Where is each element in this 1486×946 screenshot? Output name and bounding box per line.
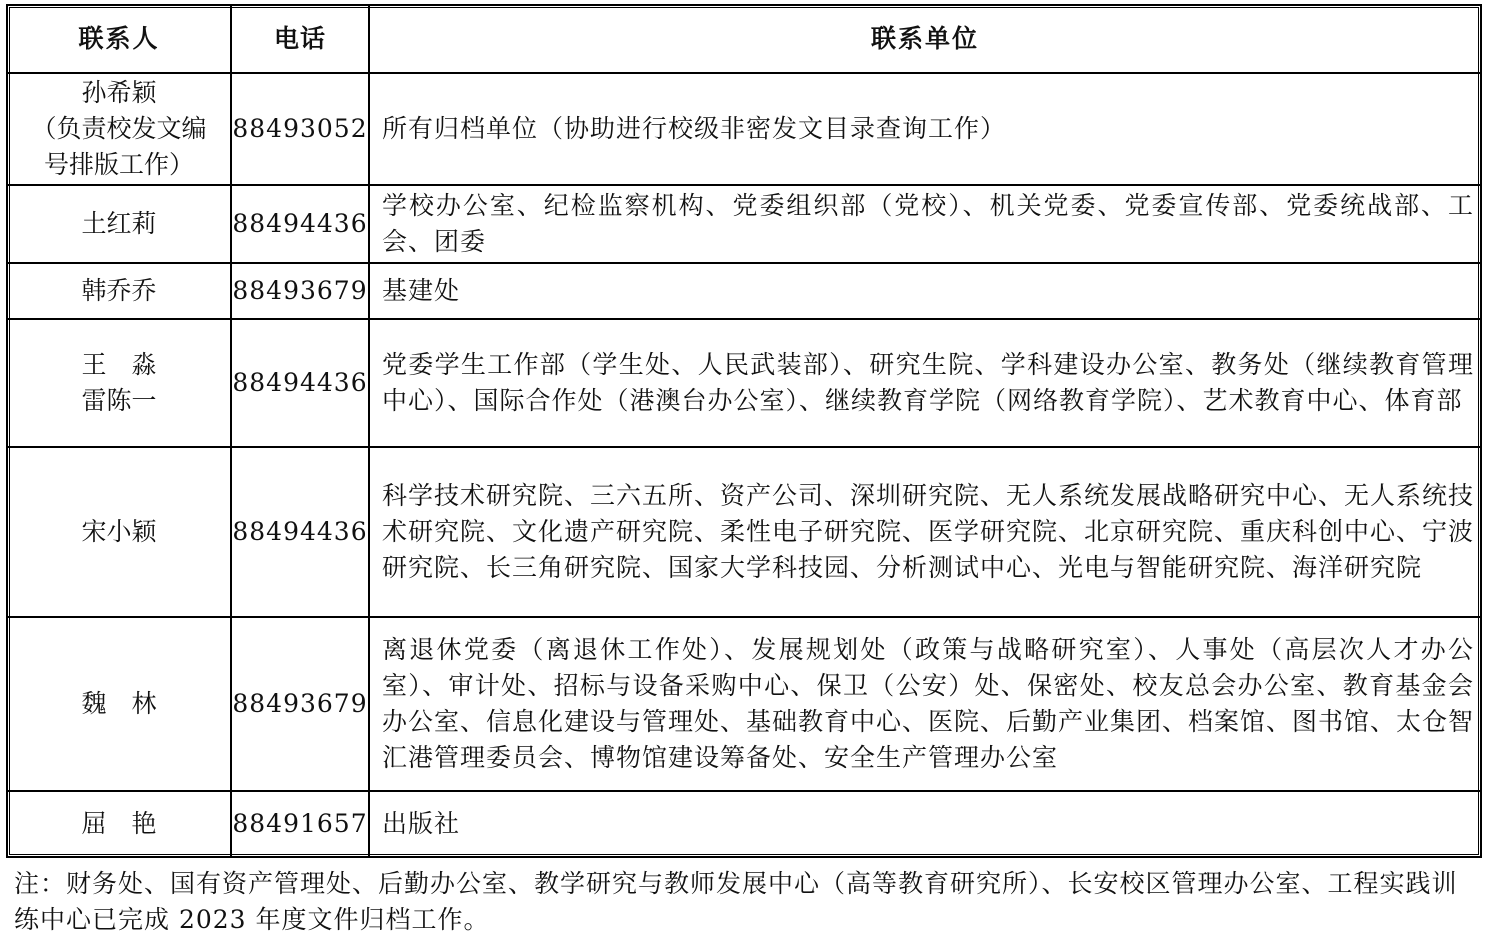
contact-name-line: 雷陈一 [81,386,157,415]
unit-cell: 科学技术研究院、三六五所、资产公司、深圳研究院、无人系统发展战略研究中心、无人系统技术研究院、文化遗产研究院、柔性电子研究院、医学研究院、北京研究院、重庆科创中心、宁波研究院、长三角研究院、国家大学科技园、分析测试中心、光电与智能研究院、海洋研究院 [369,447,1481,617]
table-row [7,73,1481,185]
phone-cell: 88494436 [231,319,369,447]
unit-cell: 所有归档单位（协助进行校级非密发文目录查询工作） [369,73,1481,185]
contact-name-line: 屈 艳 [81,809,157,838]
contact-name-line: （负责校发文编 [31,114,207,143]
contact-name-line: 王 淼 [81,350,157,379]
table-row [7,617,1481,791]
header-phone: 电话 [231,5,369,73]
phone-cell: 88494436 [231,447,369,617]
phone-cell: 88491657 [231,791,369,857]
table-row [7,447,1481,617]
contact-name-cell [7,791,231,857]
phone-cell: 88494436 [231,185,369,263]
contact-name-line: 孙希颖 [81,78,157,107]
contact-name-cell [7,617,231,791]
contact-name-line: 韩乔乔 [81,276,157,305]
contact-name-line: 魏 林 [81,689,157,718]
unit-cell: 学校办公室、纪检监察机构、党委组织部（党校）、机关党委、党委宣传部、党委统战部、工会、团委 [369,185,1481,263]
unit-cell: 基建处 [369,263,1481,319]
contact-name-cell [7,447,231,617]
contact-name-line: 土红莉 [81,209,157,238]
footnote: 注：财务处、国有资产管理处、后勤办公室、教学研究与教师发展中心（高等教育研究所）、长安校区管理办公室、工程实践训练中心已完成 2023 年度文件归档工作。 [14,869,1458,934]
contact-name-line: 宋小颖 [81,517,157,546]
unit-cell: 离退休党委（离退休工作处）、发展规划处（政策与战略研究室）、人事处（高层次人才办公室）、审计处、招标与设备采购中心、保卫（公安）处、保密处、校友总会办公室、教育基金会办公室、信息化建设与管理处、基础教育中心、医院、后勤产业集团、档案馆、图书馆、太仓智汇港管理委员会、博物馆建设筹备处、安全生产管理办公室 [369,617,1481,791]
contact-name-cell [7,185,231,263]
unit-cell: 出版社 [369,791,1481,857]
header-unit: 联系单位 [369,5,1481,73]
unit-cell: 党委学生工作部（学生处、人民武装部）、研究生院、学科建设办公室、教务处（继续教育管理中心）、国际合作处（港澳台办公室）、继续教育学院（网络教育学院）、艺术教育中心、体育部 [369,319,1481,447]
table-row [7,185,1481,263]
phone-cell: 88493679 [231,263,369,319]
contact-name-line: 号排版工作） [43,150,194,179]
contact-name-cell [7,73,231,185]
table-row [7,791,1481,857]
table-row [7,263,1481,319]
contacts-table [6,4,1482,858]
table-row [7,319,1481,447]
contact-name-cell [7,263,231,319]
table-header-row [7,5,1481,73]
contact-name-cell [7,319,231,447]
phone-cell: 88493679 [231,617,369,791]
header-contact: 联系人 [7,5,231,73]
phone-cell: 88493052 [231,73,369,185]
